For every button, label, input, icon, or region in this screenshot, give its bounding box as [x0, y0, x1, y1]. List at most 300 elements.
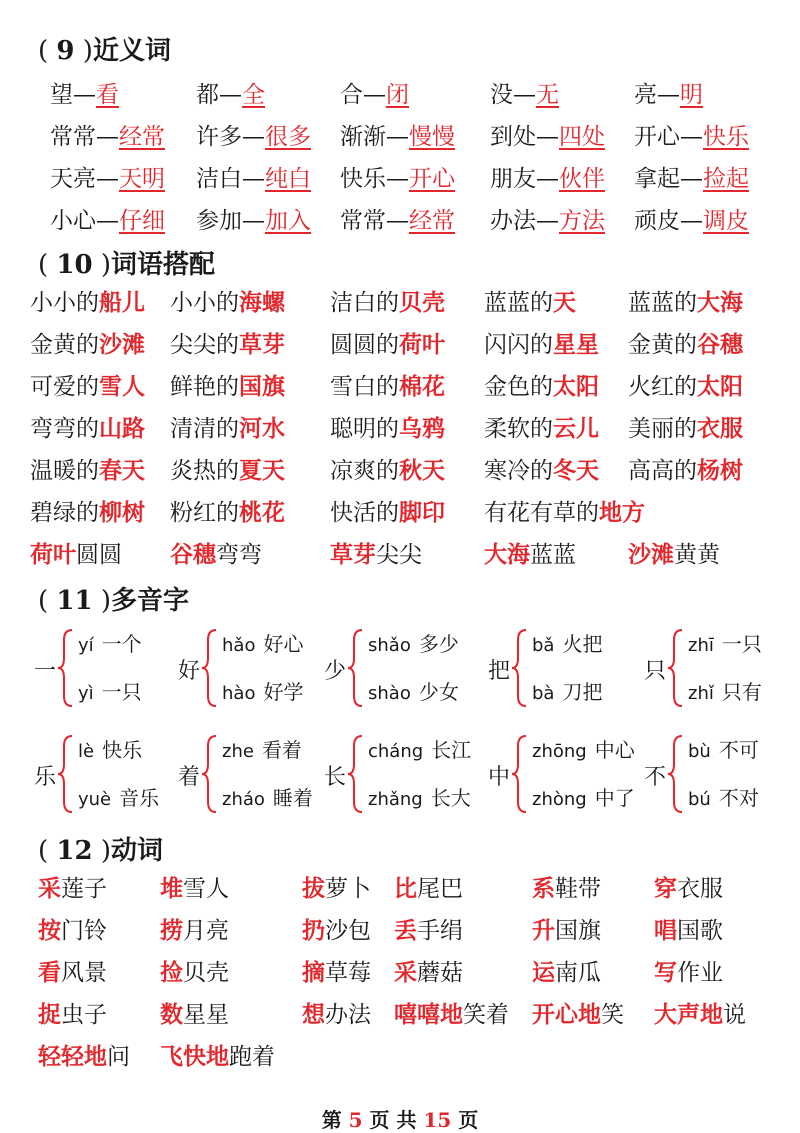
collocation-noun: 棉花 [399, 373, 445, 400]
collocation-noun: 大海 [484, 541, 530, 568]
collocation-noun: 荷叶 [30, 541, 76, 568]
verb-object: 贝壳 [183, 960, 229, 986]
collocation-noun: 沙滩 [99, 331, 145, 358]
pinyin: zhǐ [688, 683, 714, 704]
synonym-word: 亮— [634, 82, 680, 108]
verb: 扔 [302, 917, 325, 944]
pinyin: yí [78, 635, 94, 656]
collocation-noun: 海螺 [239, 289, 285, 316]
verb-phrase [654, 872, 723, 906]
collocation-noun: 大海 [697, 289, 743, 316]
verb-object: 南瓜 [555, 960, 601, 986]
polyphone-char: 乐 [34, 765, 57, 790]
collocation-pair [170, 370, 285, 404]
verb-phrase [160, 872, 229, 906]
synonym-word: 顽皮— [634, 208, 703, 234]
polyphone-group [324, 730, 484, 820]
collocation-noun: 天 [553, 289, 576, 316]
collocation-modifier: 弯弯的 [30, 416, 99, 442]
verb-phrase [532, 956, 601, 990]
synonym-answer: 捡起 [703, 166, 749, 192]
collocation-pair [484, 370, 599, 404]
verb-object: 作业 [677, 960, 723, 986]
collocation-pair [330, 496, 445, 530]
verb: 捡 [160, 959, 183, 986]
collocation-modifier: 金黄的 [628, 332, 697, 358]
verb-phrase [160, 914, 229, 948]
collocation-modifier: 小小的 [170, 290, 239, 316]
collocation-noun: 云儿 [553, 415, 599, 442]
polyphone-reading [368, 782, 471, 811]
collocation-modifier: 尖尖的 [170, 332, 239, 358]
verb: 采 [38, 875, 61, 902]
verb: 升 [532, 917, 555, 944]
synonym-word: 快乐— [340, 166, 409, 192]
synonym-pair [340, 120, 455, 154]
polyphone-char: 只 [644, 659, 667, 684]
polyphone-group [34, 730, 194, 820]
collocation-modifier: 小小的 [30, 290, 99, 316]
synonym-answer: 调皮 [703, 208, 749, 234]
verb-row [0, 914, 800, 948]
collocation-pair [628, 538, 720, 572]
verb: 摘 [302, 959, 325, 986]
synonym-pair [634, 204, 749, 238]
example-word: 快乐 [102, 738, 143, 762]
collocation-row [0, 496, 800, 530]
synonym-word: 参加— [196, 208, 265, 234]
synonym-word: 朋友— [490, 166, 559, 192]
collocation-modifier: 高高的 [628, 458, 697, 484]
brace-icon [510, 628, 530, 712]
collocation-pair [628, 370, 743, 404]
collocation-modifier: 美丽的 [628, 416, 697, 442]
synonym-word: 常常— [50, 124, 119, 150]
synonym-word: 办法— [490, 208, 559, 234]
verb-phrase [38, 956, 107, 990]
verb-phrase [160, 1040, 275, 1074]
collocation-noun: 草芽 [239, 331, 285, 358]
verb-object: 手绢 [417, 918, 463, 944]
brace-icon [666, 734, 686, 818]
verb: 大声地 [654, 1001, 723, 1028]
collocation-pair [628, 328, 743, 362]
verb-object: 莲子 [61, 876, 107, 902]
polyphone-reading [532, 628, 602, 657]
collocation-pair [628, 286, 743, 320]
collocation-reverse-row [0, 538, 800, 572]
verb-phrase [532, 998, 624, 1032]
example-word: 不可 [718, 738, 759, 762]
example-word: 睡着 [272, 786, 313, 810]
synonym-pair [50, 204, 165, 238]
collocation-modifier: 弯弯 [216, 542, 262, 568]
pinyin: zhòng [532, 789, 587, 810]
example-word: 中了 [594, 786, 635, 810]
collocation-pair [170, 454, 285, 488]
verb-phrase [38, 998, 107, 1032]
polyphone-reading [222, 734, 302, 763]
verb-object: 办法 [325, 1002, 371, 1028]
collocation-pair [484, 412, 599, 446]
verb-phrase [302, 998, 371, 1032]
collocation-modifier: 雪白的 [330, 374, 399, 400]
polyphone-char: 不 [644, 765, 667, 790]
collocation-row [0, 328, 800, 362]
polyphone-group [644, 624, 800, 714]
verb: 运 [532, 959, 555, 986]
collocation-pair [170, 328, 285, 362]
verb: 飞快地 [160, 1043, 229, 1070]
synonym-pair [50, 78, 119, 112]
polyphone-reading [532, 782, 635, 811]
collocation-modifier: 清清的 [170, 416, 239, 442]
synonym-pair [490, 204, 605, 238]
synonym-answer: 仔细 [119, 208, 165, 234]
pinyin: zhōng [532, 741, 587, 762]
verb-object: 草莓 [325, 960, 371, 986]
verb-object: 月亮 [183, 918, 229, 944]
synonym-pair [196, 204, 311, 238]
collocation-noun: 星星 [553, 331, 599, 358]
collocation-modifier: 鲜艳的 [170, 374, 239, 400]
synonym-word: 到处— [490, 124, 559, 150]
polyphone-char: 少 [324, 659, 347, 684]
synonym-row [0, 204, 800, 238]
synonym-pair [340, 78, 409, 112]
polyphone-reading [688, 734, 759, 763]
polyphone-reading [78, 734, 142, 763]
pinyin: bù [688, 741, 711, 762]
synonym-answer: 四处 [559, 124, 605, 150]
verb-object: 风景 [61, 960, 107, 986]
polyphone-reading [222, 628, 303, 657]
synonym-pair [634, 162, 749, 196]
collocation-pair [484, 328, 599, 362]
verb-phrase [38, 872, 107, 906]
pinyin: bú [688, 789, 711, 810]
brace-icon [56, 628, 76, 712]
collocation-pair [170, 412, 285, 446]
collocation-noun: 河水 [239, 415, 285, 442]
verb-row [0, 1040, 800, 1074]
collocation-noun: 太阳 [697, 373, 743, 400]
verb-row [0, 872, 800, 906]
brace-icon [346, 628, 366, 712]
polyphone-reading [368, 734, 471, 763]
verb: 比 [394, 875, 417, 902]
synonym-pair [490, 162, 605, 196]
collocation-modifier: 粉红的 [170, 500, 239, 526]
collocation-row [0, 286, 800, 320]
pinyin: lè [78, 741, 95, 762]
polyphone-group [324, 624, 484, 714]
verb-object: 国旗 [555, 918, 601, 944]
verb-phrase [532, 872, 601, 906]
pinyin: zháo [222, 789, 265, 810]
collocation-row [0, 370, 800, 404]
verb-phrase [654, 914, 723, 948]
example-word: 一个 [101, 632, 142, 656]
collocation-row [0, 454, 800, 488]
synonym-pair [490, 78, 559, 112]
synonym-word: 开心— [634, 124, 703, 150]
collocation-modifier: 尖尖 [376, 542, 422, 568]
collocation-noun: 荷叶 [399, 331, 445, 358]
verb-phrase [38, 1040, 130, 1074]
verb-object: 雪人 [183, 876, 229, 902]
synonym-pair [196, 120, 311, 154]
verb: 捞 [160, 917, 183, 944]
polyphone-reading [532, 676, 602, 705]
polyphone-reading [532, 734, 635, 763]
pinyin: hǎo [222, 635, 256, 656]
verb: 拔 [302, 875, 325, 902]
polyphone-reading [78, 628, 142, 657]
verb-phrase [38, 914, 107, 948]
synonym-word: 望— [50, 82, 96, 108]
collocation-noun: 国旗 [239, 373, 285, 400]
collocation-pair [330, 370, 445, 404]
synonym-answer: 纯白 [265, 166, 311, 192]
example-word: 不对 [718, 786, 759, 810]
pinyin: zhe [222, 741, 254, 762]
verb-object: 沙包 [325, 918, 371, 944]
brace-icon [200, 628, 220, 712]
verb: 采 [394, 959, 417, 986]
verb-phrase [394, 872, 463, 906]
collocation-modifier: 有花有草的 [484, 500, 599, 526]
collocation-modifier: 柔软的 [484, 416, 553, 442]
verb-object: 问 [107, 1044, 130, 1070]
verb-object: 说 [723, 1002, 746, 1028]
section-10-heading: ( 10 )词语搭配 [38, 250, 216, 280]
polyphone-reading [222, 676, 303, 705]
synonym-pair [50, 120, 165, 154]
example-word: 一只 [101, 680, 142, 704]
collocation-noun: 桃花 [239, 499, 285, 526]
collocation-noun: 夏天 [239, 457, 285, 484]
polyphone-group [488, 624, 648, 714]
collocation-modifier: 蓝蓝的 [484, 290, 553, 316]
collocation-pair [170, 286, 285, 320]
synonym-answer: 很多 [265, 124, 311, 150]
polyphone-char: 中 [488, 765, 511, 790]
synonym-word: 天亮— [50, 166, 119, 192]
collocation-pair [484, 496, 645, 530]
polyphone-char: 好 [178, 659, 201, 684]
verb: 穿 [654, 875, 677, 902]
synonym-pair [634, 78, 703, 112]
collocation-pair [484, 454, 599, 488]
verb: 唱 [654, 917, 677, 944]
polyphone-reading [78, 782, 159, 811]
synonym-word: 常常— [340, 208, 409, 234]
collocation-noun: 柳树 [99, 499, 145, 526]
verb-object: 衣服 [677, 876, 723, 902]
collocation-modifier: 火红的 [628, 374, 697, 400]
collocation-noun: 衣服 [697, 415, 743, 442]
collocation-noun: 山路 [99, 415, 145, 442]
synonym-word: 渐渐— [340, 124, 409, 150]
synonym-pair [634, 120, 749, 154]
polyphone-reading [688, 628, 762, 657]
synonym-answer: 天明 [119, 166, 165, 192]
collocation-modifier: 金黄的 [30, 332, 99, 358]
verb: 写 [654, 959, 677, 986]
brace-icon [666, 628, 686, 712]
synonym-row [0, 120, 800, 154]
section-11-heading: ( 11 )多音字 [38, 586, 190, 616]
collocation-modifier: 洁白的 [330, 290, 399, 316]
collocation-pair [30, 454, 145, 488]
verb-object: 国歌 [677, 918, 723, 944]
synonym-pair [196, 162, 311, 196]
example-word: 一只 [721, 632, 762, 656]
verb-object: 门铃 [61, 918, 107, 944]
polyphone-reading [222, 782, 313, 811]
collocation-noun: 贝壳 [399, 289, 445, 316]
pinyin: yuè [78, 789, 112, 810]
collocation-pair [30, 538, 122, 572]
verb-object: 跑着 [229, 1044, 275, 1070]
verb: 按 [38, 917, 61, 944]
synonym-word: 洁白— [196, 166, 265, 192]
verb: 捉 [38, 1001, 61, 1028]
verb-phrase [302, 872, 371, 906]
example-word: 刀把 [562, 680, 603, 704]
example-word: 看着 [261, 738, 302, 762]
synonym-answer: 快乐 [703, 124, 749, 150]
collocation-modifier: 寒冷的 [484, 458, 553, 484]
pinyin: bà [532, 683, 555, 704]
collocation-pair [628, 412, 743, 446]
collocation-modifier: 凉爽的 [330, 458, 399, 484]
collocation-modifier: 黄黄 [674, 542, 720, 568]
verb-object: 虫子 [61, 1002, 107, 1028]
synonym-answer: 经常 [409, 208, 455, 234]
synonym-pair [340, 162, 455, 196]
synonym-answer: 加入 [265, 208, 311, 234]
synonym-row [0, 162, 800, 196]
verb-phrase [394, 956, 463, 990]
pinyin: cháng [368, 741, 424, 762]
verb-phrase [160, 998, 229, 1032]
collocation-pair [330, 454, 445, 488]
collocation-noun: 秋天 [399, 457, 445, 484]
collocation-modifier: 可爱的 [30, 374, 99, 400]
polyphone-group [644, 730, 800, 820]
verb-object: 鞋带 [555, 876, 601, 902]
synonym-answer: 经常 [119, 124, 165, 150]
polyphone-group [34, 624, 194, 714]
collocation-pair [484, 538, 576, 572]
synonym-word: 拿起— [634, 166, 703, 192]
collocation-pair [628, 454, 743, 488]
collocation-modifier: 快活的 [330, 500, 399, 526]
verb-phrase [394, 914, 463, 948]
collocation-noun: 雪人 [99, 373, 145, 400]
collocation-modifier: 蓝蓝的 [628, 290, 697, 316]
synonym-word: 小心— [50, 208, 119, 234]
collocation-pair [330, 412, 445, 446]
verb-object: 尾巴 [417, 876, 463, 902]
collocation-noun: 草芽 [330, 541, 376, 568]
example-word: 中心 [594, 738, 635, 762]
synonym-answer: 无 [536, 82, 559, 108]
synonym-answer: 明 [680, 82, 703, 108]
example-word: 好心 [263, 632, 304, 656]
verb-phrase [532, 914, 601, 948]
verb: 看 [38, 959, 61, 986]
polyphone-reading [688, 676, 762, 705]
collocation-pair [30, 370, 145, 404]
verb-object: 星星 [183, 1002, 229, 1028]
synonym-word: 合— [340, 82, 386, 108]
example-word: 少女 [418, 680, 459, 704]
verb-phrase [302, 956, 371, 990]
synonym-answer: 开心 [409, 166, 455, 192]
polyphone-char: 一 [34, 659, 57, 684]
verb-row [0, 998, 800, 1032]
synonym-answer: 方法 [559, 208, 605, 234]
pinyin: shǎo [368, 635, 411, 656]
synonym-pair [50, 162, 165, 196]
collocation-modifier: 碧绿的 [30, 500, 99, 526]
collocation-noun: 太阳 [553, 373, 599, 400]
polyphone-reading [368, 676, 459, 705]
brace-icon [346, 734, 366, 818]
brace-icon [510, 734, 530, 818]
collocation-modifier: 聪明的 [330, 416, 399, 442]
verb-row [0, 956, 800, 990]
pinyin: zhī [688, 635, 714, 656]
verb-object: 笑着 [463, 1002, 509, 1028]
pinyin: bǎ [532, 635, 555, 656]
example-word: 火把 [562, 632, 603, 656]
polyphone-reading [368, 628, 459, 657]
polyphone-group [488, 730, 648, 820]
verb-object: 笑 [601, 1002, 624, 1028]
synonym-answer: 闭 [386, 82, 409, 108]
polyphone-reading [688, 782, 759, 811]
collocation-noun: 冬天 [553, 457, 599, 484]
page-footer: 第 5 页 共 15 页 [321, 1108, 479, 1132]
collocation-pair [330, 286, 445, 320]
polyphone-char: 把 [488, 659, 511, 684]
pinyin: yì [78, 683, 94, 704]
synonym-word: 都— [196, 82, 242, 108]
pinyin: zhǎng [368, 789, 423, 810]
synonym-answer: 伙伴 [559, 166, 605, 192]
collocation-pair [30, 496, 145, 530]
verb: 丢 [394, 917, 417, 944]
verb: 想 [302, 1001, 325, 1028]
example-word: 多少 [418, 632, 459, 656]
section-12-heading: ( 12 )动词 [38, 836, 164, 866]
verb-phrase [654, 998, 746, 1032]
collocation-modifier: 金色的 [484, 374, 553, 400]
verb: 堆 [160, 875, 183, 902]
synonym-pair [340, 204, 455, 238]
collocation-modifier: 温暖的 [30, 458, 99, 484]
verb: 系 [532, 875, 555, 902]
collocation-noun: 船儿 [99, 289, 145, 316]
polyphone-char: 长 [324, 765, 347, 790]
pinyin: shào [368, 683, 411, 704]
polyphone-char: 着 [178, 765, 201, 790]
section-9-heading: ( 9 )近义词 [38, 36, 171, 66]
